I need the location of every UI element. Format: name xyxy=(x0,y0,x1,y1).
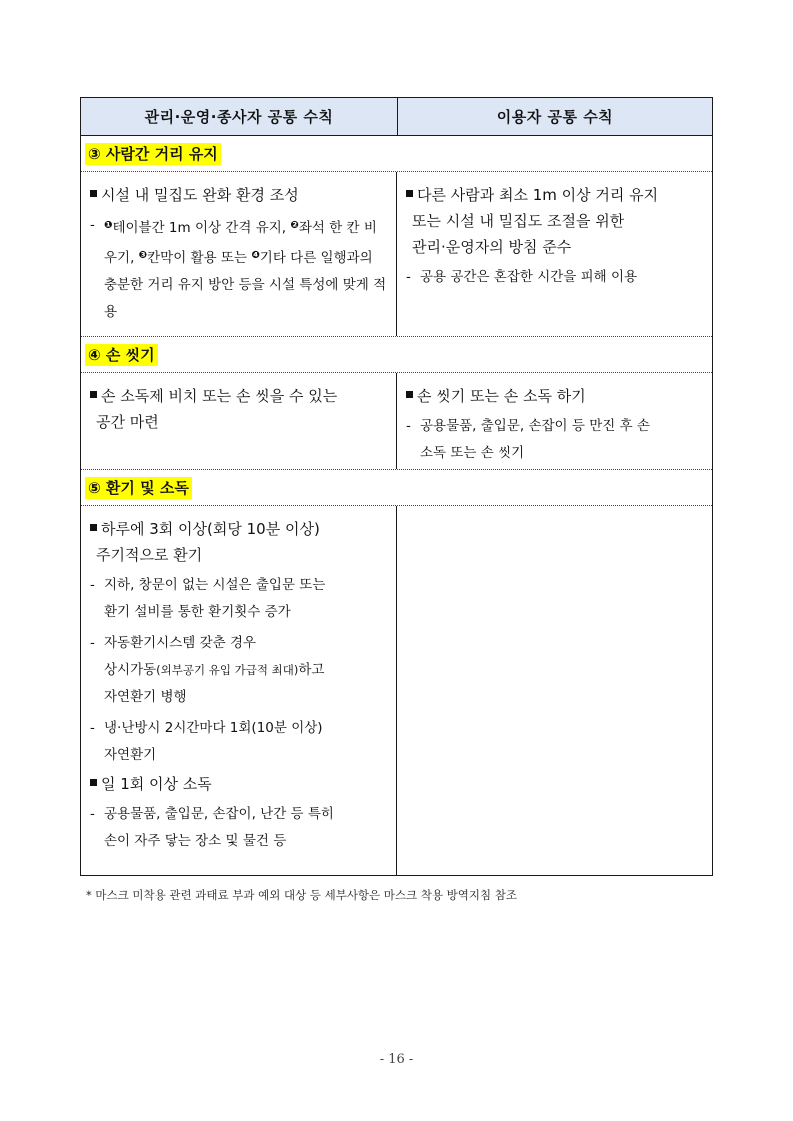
dash-item: - 지하, 창문이 없는 시설은 출입문 또는 환기 설비를 통한 환기횟수 증가 xyxy=(90,577,326,620)
dash-item: - 자동환기시스템 갖춘 경우 상시가동(외부공기 유입 가급적 최대)하고 자연환기 병행 xyxy=(90,635,325,705)
square-bullet-icon xyxy=(90,779,97,786)
dash-item: - 공용물품, 출입문, 손잡이, 난간 등 특히 손이 자주 닿는 장소 및 물건 등 xyxy=(90,806,334,849)
bullet-item: 일 1회 이상 소독 xyxy=(90,771,388,797)
table-header xyxy=(81,98,712,136)
operators-cell xyxy=(81,172,397,336)
users-cell xyxy=(397,373,712,469)
section-title-ventilation: ⑤ 환기 및 소독 xyxy=(81,470,712,506)
bullet-item: 다른 사람과 최소 1m 이상 거리 유지 또는 시설 내 밀집도 조절을 위한 관리·운영자의 방침 준수 xyxy=(406,182,704,260)
section-row-distance xyxy=(81,172,712,337)
bullet-item: 손 소독제 비치 또는 손 씻을 수 있는 공간 마련 xyxy=(90,383,388,435)
header-users: 이용자 공통 수칙 xyxy=(496,108,614,126)
dash-item: - 공용 공간은 혼잡한 시간을 피해 이용 xyxy=(406,269,638,285)
header-operators: 관리·운영·종사자 공통 수칙 xyxy=(81,98,398,135)
square-bullet-icon xyxy=(90,524,97,531)
square-bullet-icon xyxy=(90,190,97,197)
bullet-item: 손 씻기 또는 손 소독 하기 xyxy=(406,383,704,409)
square-bullet-icon xyxy=(406,190,413,197)
page-number: - 16 - xyxy=(379,1052,414,1067)
dash-item: - 냉·난방시 2시간마다 1회(10분 이상) 자연환기 xyxy=(90,720,323,763)
users-cell xyxy=(397,172,712,336)
bullet-item: 시설 내 밀집도 완화 환경 조성 xyxy=(90,182,388,208)
operators-cell xyxy=(81,373,397,469)
section-title-distance: ③ 사람간 거리 유지 xyxy=(81,136,712,172)
section-row-ventilation xyxy=(81,506,712,875)
operators-cell xyxy=(81,506,397,875)
section-title-handwash: ④ 손 씻기 xyxy=(81,337,712,373)
section-row-handwash xyxy=(81,373,712,470)
rules-table xyxy=(80,97,713,876)
dash-item: - $^❶$테이블간 1m 이상 간격 유지, $^❷$좌석 한 칸 비우기, $^❸$칸막이 활용 또는 $^❹$기타 다른 일행과의 충분한 거리 유지 방안 등을 시설 특성에 맞게 적용 xyxy=(90,217,387,320)
dash-item: - 공용물품, 출입문, 손잡이 등 만진 후 손 소독 또는 손 씻기 xyxy=(406,418,650,461)
square-bullet-icon xyxy=(406,391,413,398)
bullet-item: 하루에 3회 이상(회당 10분 이상) 주기적으로 환기 xyxy=(90,516,388,568)
square-bullet-icon xyxy=(90,391,97,398)
users-cell-empty xyxy=(397,506,712,875)
footnote: * 마스크 미착용 관련 과태료 부과 예외 대상 등 세부사항은 마스크 착용 방역지침 참조 xyxy=(86,888,517,902)
